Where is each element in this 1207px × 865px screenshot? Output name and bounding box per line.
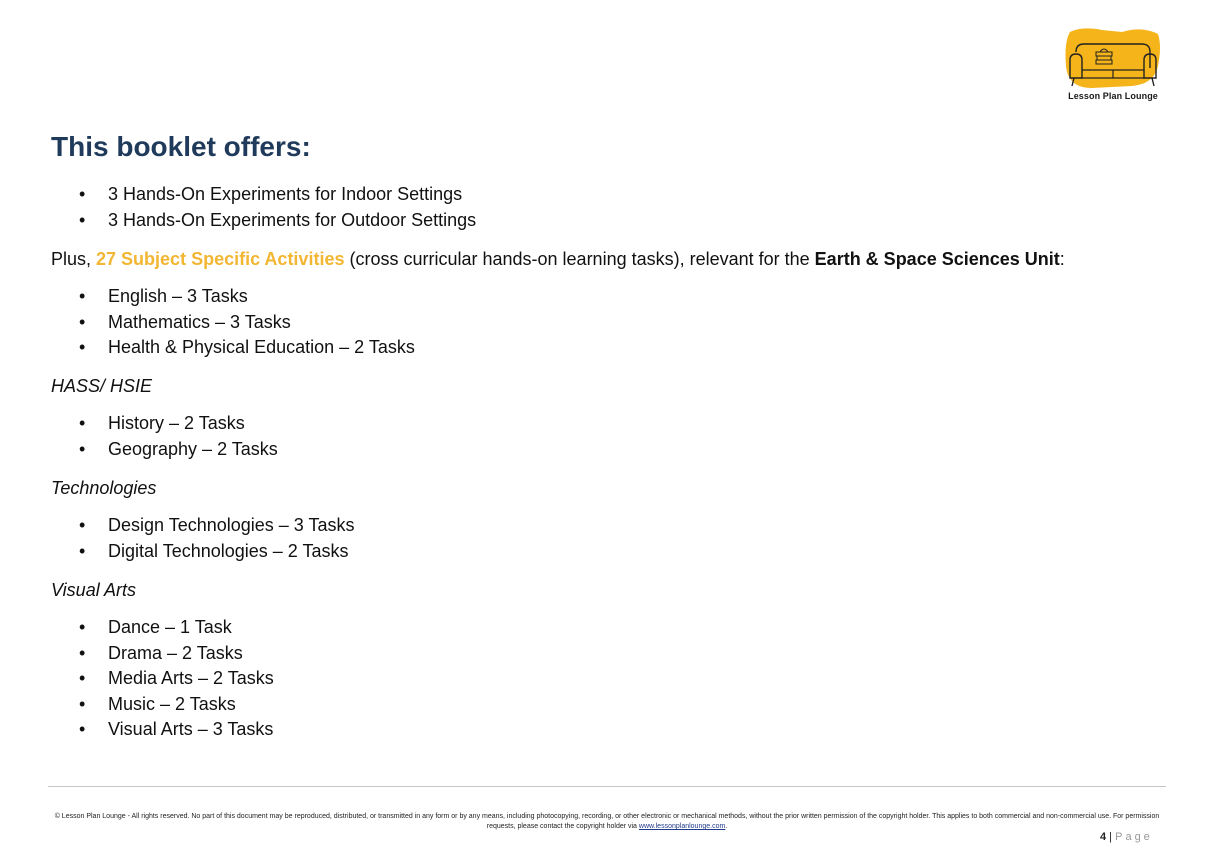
unit-name: Earth & Space Sciences Unit bbox=[814, 249, 1060, 269]
list-item: • History – 2 Tasks bbox=[79, 411, 278, 437]
page-label: Page bbox=[1115, 831, 1153, 843]
technologies-heading: Technologies bbox=[51, 478, 157, 498]
plus-suffix: : bbox=[1059, 249, 1065, 269]
list-item: • Music – 2 Tasks bbox=[79, 692, 274, 718]
list-item: • 3 Hands-On Experiments for Outdoor Settings bbox=[79, 208, 476, 234]
list-item: • 3 Hands-On Experiments for Indoor Settings bbox=[79, 182, 476, 208]
list-item: • Health & Physical Education – 2 Tasks bbox=[79, 335, 415, 361]
activities-highlight: 27 Subject Specific Activities bbox=[96, 249, 345, 269]
copyright-footer bbox=[48, 812, 1166, 832]
copyright-end: . bbox=[725, 823, 728, 830]
logo-text: Lesson Plan Lounge bbox=[1068, 91, 1158, 101]
experiments-list bbox=[79, 182, 476, 233]
list-item: • Media Arts – 2 Tasks bbox=[79, 666, 274, 692]
list-item: • Mathematics – 3 Tasks bbox=[79, 310, 415, 336]
hass-heading: HASS/ HSIE bbox=[51, 376, 153, 396]
page-number bbox=[1100, 831, 1153, 843]
list-item: • Design Technologies – 3 Tasks bbox=[79, 513, 355, 539]
page-title: This booklet offers: bbox=[51, 131, 311, 162]
visual-arts-heading: Visual Arts bbox=[51, 580, 137, 600]
website-link[interactable]: www.lessonplanlounge.com bbox=[638, 823, 726, 830]
plus-paragraph bbox=[51, 247, 1065, 272]
page-number-value: 4 bbox=[1100, 831, 1107, 843]
subjects-list bbox=[79, 284, 415, 361]
plus-prefix: Plus, bbox=[51, 249, 97, 269]
list-item: • Digital Technologies – 2 Tasks bbox=[79, 539, 355, 565]
footer-divider bbox=[48, 786, 1166, 787]
list-item: • Dance – 1 Task bbox=[79, 615, 274, 641]
list-item: • Drama – 2 Tasks bbox=[79, 641, 274, 667]
list-item: • Geography – 2 Tasks bbox=[79, 437, 278, 463]
plus-middle: (cross curricular hands-on learning tasks), relevant for the bbox=[344, 249, 815, 269]
list-item: • Visual Arts – 3 Tasks bbox=[79, 717, 274, 743]
hass-list bbox=[79, 411, 278, 462]
technologies-list bbox=[79, 513, 355, 564]
visual-arts-list bbox=[79, 615, 274, 743]
list-item: • English – 3 Tasks bbox=[79, 284, 415, 310]
copyright-text: © Lesson Plan Lounge - All rights reserved. No part of this document may be reproduced, distributed, or transmitted in any form or by any means, including photocopying, recording, or other electronic or mechanical methods, without the prior written permission of the copyright holder. This applies to both commercial and non-commercial use. For permission requests, please contact the copyright holder via bbox=[54, 813, 1160, 830]
page-separator: | bbox=[1106, 831, 1116, 843]
